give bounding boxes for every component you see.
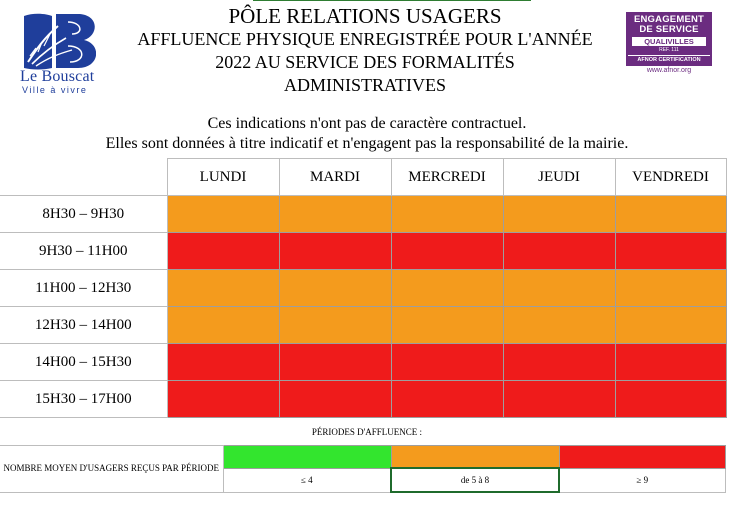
subtitle-line2: 2022 AU SERVICE DES FORMALITÉS: [215, 52, 515, 72]
disclaimer-line1: Ces indications n'ont pas de caractère contractuel.: [207, 115, 527, 132]
leaf-b-logo-icon: [22, 12, 96, 70]
badge-line5: AFNOR CERTIFICATION: [628, 55, 710, 64]
table-header-row: [0, 159, 726, 196]
affluence-cell: [503, 307, 615, 344]
affluence-cell: [391, 196, 503, 233]
table-row: [0, 381, 726, 418]
time-slot: 12H30 – 14H00: [0, 307, 167, 344]
affluence-cell: [167, 344, 279, 381]
header-corner: [0, 159, 167, 196]
badge-box: [626, 12, 712, 66]
time-slot: 9H30 – 11H00: [0, 233, 167, 270]
table-row: [0, 270, 726, 307]
legend-color-row: [0, 446, 725, 469]
affluence-cell: [503, 270, 615, 307]
qualivilles-badge: [626, 12, 712, 74]
disclaimer: [0, 114, 734, 154]
affluence-cell: [503, 381, 615, 418]
time-slot: 14H00 – 15H30: [0, 344, 167, 381]
legend-value-high: ≥ 9: [559, 468, 725, 492]
legend-swatch-red: [559, 446, 725, 469]
affluence-cell: [279, 344, 391, 381]
table-row: [0, 307, 726, 344]
affluence-cell: [167, 307, 279, 344]
affluence-cell: [391, 307, 503, 344]
top-gridline: [253, 0, 531, 1]
affluence-cell: [279, 381, 391, 418]
legend-value-medium[interactable]: de 5 à 8: [391, 468, 559, 492]
day-header-lundi: LUNDI: [167, 159, 279, 196]
subtitle-line1: AFFLUENCE PHYSIQUE ENREGISTRÉE POUR L'ANNÉE: [137, 29, 593, 49]
affluence-cell: [615, 307, 726, 344]
affluence-cell: [503, 233, 615, 270]
page-title: PÔLE RELATIONS USAGERS: [228, 4, 502, 28]
legend-label: NOMBRE MOYEN D'USAGERS REÇUS PAR PÉRIODE: [0, 446, 223, 493]
day-header-jeudi: JEUDI: [503, 159, 615, 196]
table-row: [0, 196, 726, 233]
table-row: [0, 233, 726, 270]
affluence-cell: [167, 270, 279, 307]
disclaimer-line2: Elles sont données à titre indicatif et n'engagent pas la responsabilité de la mairie.: [105, 135, 629, 152]
affluence-cell: [279, 233, 391, 270]
affluence-cell: [615, 233, 726, 270]
affluence-cell: [615, 381, 726, 418]
legend-value-low: ≤ 4: [223, 468, 391, 492]
affluence-cell: [503, 196, 615, 233]
legend-title: PÉRIODES D'AFFLUENCE :: [311, 427, 423, 437]
affluence-cell: [503, 344, 615, 381]
day-header-mercredi: MERCREDI: [391, 159, 503, 196]
subtitle-line3: ADMINISTRATIVES: [284, 75, 446, 95]
time-slot: 8H30 – 9H30: [0, 196, 167, 233]
day-header-vendredi: VENDREDI: [615, 159, 726, 196]
table-row: [0, 344, 726, 381]
time-slot: 11H00 – 12H30: [0, 270, 167, 307]
legend-table: [0, 445, 726, 493]
attendance-table: [0, 158, 727, 418]
affluence-cell: [615, 344, 726, 381]
affluence-cell: [615, 270, 726, 307]
affluence-cell: [391, 270, 503, 307]
title-block: [100, 5, 630, 97]
affluence-cell: [167, 381, 279, 418]
badge-url: www.afnor.org: [646, 67, 692, 74]
affluence-cell: [391, 381, 503, 418]
affluence-cell: [279, 270, 391, 307]
badge-line2: DE SERVICE: [639, 24, 699, 35]
logo-name: Le Bouscat: [20, 68, 95, 85]
badge-line4: REF. 111: [659, 47, 679, 53]
legend-swatch-green: [223, 446, 391, 469]
affluence-cell: [391, 344, 503, 381]
logo-tagline: Ville à vivre: [22, 85, 88, 95]
day-header-mardi: MARDI: [279, 159, 391, 196]
affluence-cell: [167, 233, 279, 270]
affluence-cell: [391, 233, 503, 270]
time-slot: 15H30 – 17H00: [0, 381, 167, 418]
badge-line3: QUALIVILLES: [632, 37, 706, 46]
affluence-cell: [279, 196, 391, 233]
legend-swatch-orange: [391, 446, 559, 469]
affluence-cell: [615, 196, 726, 233]
affluence-cell: [167, 196, 279, 233]
affluence-cell: [279, 307, 391, 344]
badge-line1: ENGAGEMENT: [633, 14, 705, 25]
